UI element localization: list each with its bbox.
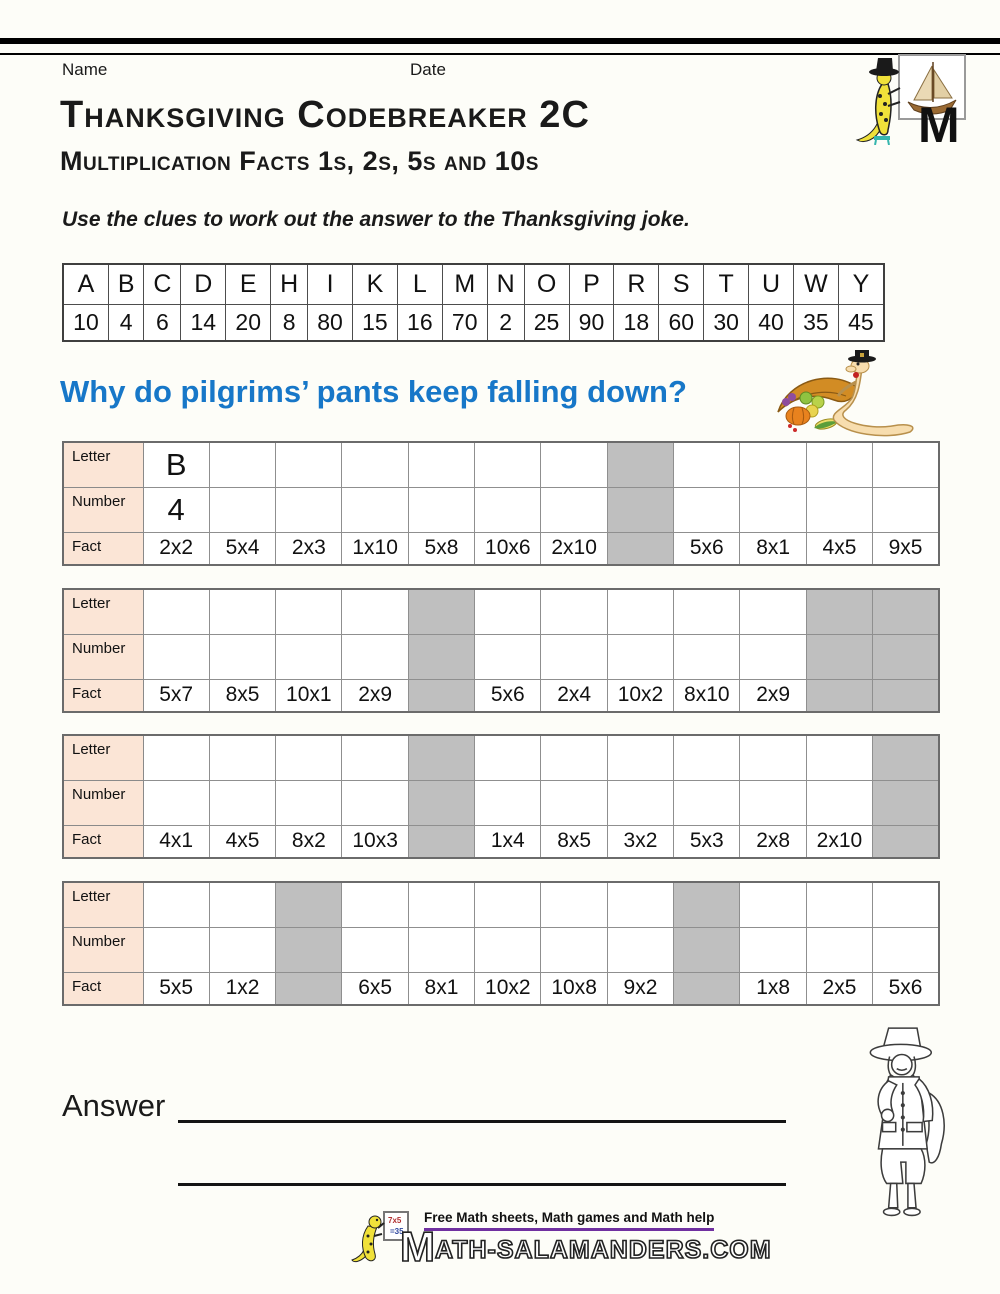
letter-cell (674, 735, 740, 780)
code-letter-cell: H (271, 264, 308, 305)
number-cell (209, 780, 275, 825)
fact-row (63, 532, 939, 565)
fact-cell: 1x4 (475, 825, 541, 858)
logo-letter-m: M (918, 97, 960, 145)
number-cell (541, 634, 607, 679)
letter-cell: B (143, 442, 209, 487)
number-row (63, 487, 939, 532)
number-cell (209, 927, 275, 972)
number-cell (342, 487, 408, 532)
number-cell (276, 487, 342, 532)
pocket (907, 1123, 922, 1132)
number-cell (143, 927, 209, 972)
shoe (904, 1208, 920, 1215)
puzzle-table-1 (62, 441, 940, 566)
code-number-cell: 6 (144, 305, 181, 342)
fact-cell: 5x6 (873, 972, 939, 1005)
code-number-cell: 10 (63, 305, 108, 342)
row-label-fact: Fact (63, 679, 143, 712)
number-row (63, 634, 939, 679)
fact-cell: 8x2 (276, 825, 342, 858)
number-cell (342, 927, 408, 972)
fact-cell (806, 679, 872, 712)
pumpkin (786, 407, 810, 425)
number-cell (806, 780, 872, 825)
fact-cell: 3x2 (607, 825, 673, 858)
letter-cell (342, 589, 408, 634)
number-cell (873, 634, 939, 679)
number-cell (408, 780, 474, 825)
row-label-letter: Letter (63, 882, 143, 927)
number-cell (674, 927, 740, 972)
letter-cell (740, 589, 806, 634)
number-cell: 4 (143, 487, 209, 532)
puzzle-table-4 (62, 881, 940, 1006)
fact-cell: 5x4 (209, 532, 275, 565)
pocket (883, 1123, 896, 1132)
letter-row (63, 735, 939, 780)
code-letter-cell: Y (838, 264, 884, 305)
name-label: Name (62, 60, 108, 79)
fact-cell: 5x6 (674, 532, 740, 565)
code-number-cell: 20 (226, 305, 271, 342)
number-cell (209, 487, 275, 532)
letter-cell (806, 442, 872, 487)
letter-code-table (62, 263, 885, 342)
row-label-number: Number (63, 487, 143, 532)
number-cell (276, 780, 342, 825)
number-cell (607, 927, 673, 972)
worksheet-subtitle: Multiplication Facts 1s, 2s, 5s and 10s (60, 146, 539, 176)
row-label-fact: Fact (63, 532, 143, 565)
letter-cell (475, 882, 541, 927)
row-label-fact: Fact (63, 972, 143, 1005)
fact-cell: 2x9 (740, 679, 806, 712)
code-letter-cell: S (659, 264, 704, 305)
fact-cell (607, 532, 673, 565)
code-number-cell: 25 (524, 305, 569, 342)
fact-cell: 8x5 (541, 825, 607, 858)
letter-cell (276, 735, 342, 780)
letter-cell (674, 589, 740, 634)
fact-cell (408, 825, 474, 858)
code-letter-cell: A (63, 264, 108, 305)
code-number-cell: 2 (487, 305, 524, 342)
number-cell (607, 634, 673, 679)
number-cell (276, 927, 342, 972)
fact-cell: 2x2 (143, 532, 209, 565)
number-cell (342, 780, 408, 825)
fact-cell: 2x4 (541, 679, 607, 712)
fact-cell: 8x10 (674, 679, 740, 712)
number-cell (740, 634, 806, 679)
fact-cell: 10x1 (276, 679, 342, 712)
hand (882, 1109, 894, 1121)
instruction-text: Use the clues to work out the answer to the Thanksgiving joke. (62, 208, 690, 231)
letter-cell (674, 882, 740, 927)
date-label: Date (410, 60, 446, 79)
code-number-cell: 15 (353, 305, 398, 342)
code-letter-cell: U (749, 264, 794, 305)
number-cell (408, 927, 474, 972)
letter-cell (541, 589, 607, 634)
code-number-cell: 30 (704, 305, 749, 342)
letter-cell (408, 589, 474, 634)
letter-cell (143, 589, 209, 634)
row-label-letter: Letter (63, 589, 143, 634)
number-cell (143, 780, 209, 825)
footer-tagline: Free Math sheets, Math games and Math help (424, 1210, 714, 1231)
fact-cell: 2x8 (740, 825, 806, 858)
cornucopia-salamander-image (772, 350, 924, 438)
board-fact: 7x5 (388, 1216, 402, 1225)
letter-cell (806, 735, 872, 780)
fact-cell: 5x7 (143, 679, 209, 712)
worksheet-title: Thanksgiving Codebreaker 2C (60, 94, 590, 136)
number-cell (475, 487, 541, 532)
fact-cell: 10x2 (607, 679, 673, 712)
letter-cell (873, 589, 939, 634)
letter-row (63, 882, 939, 927)
letter-cell (873, 882, 939, 927)
fact-cell: 8x1 (408, 972, 474, 1005)
math-salamanders-pilgrim-logo (852, 50, 976, 145)
number-cell (806, 927, 872, 972)
letter-cell (408, 735, 474, 780)
letter-cell (607, 442, 673, 487)
number-cell (408, 634, 474, 679)
code-numbers-row (63, 305, 884, 342)
breeches (881, 1149, 925, 1184)
fact-cell: 10x2 (475, 972, 541, 1005)
number-cell (873, 780, 939, 825)
letter-cell (143, 882, 209, 927)
pilgrim-line-drawing (848, 1022, 980, 1220)
number-cell (276, 634, 342, 679)
letter-cell (541, 735, 607, 780)
code-number-cell: 16 (397, 305, 442, 342)
letter-cell (209, 589, 275, 634)
fact-cell: 1x10 (342, 532, 408, 565)
answer-line (178, 1120, 786, 1123)
code-letter-cell: B (108, 264, 144, 305)
letter-cell (806, 589, 872, 634)
fact-cell: 4x1 (143, 825, 209, 858)
code-letter-cell: L (397, 264, 442, 305)
number-cell (674, 634, 740, 679)
letter-cell (541, 882, 607, 927)
number-cell (674, 487, 740, 532)
number-row (63, 927, 939, 972)
letter-cell (607, 735, 673, 780)
salamander-body (876, 84, 891, 135)
number-cell (740, 927, 806, 972)
fact-cell: 10x3 (342, 825, 408, 858)
fact-cell: 1x8 (740, 972, 806, 1005)
code-letter-cell: W (793, 264, 838, 305)
fact-cell: 8x1 (740, 532, 806, 565)
site-wordmark (400, 1223, 772, 1270)
code-number-cell: 4 (108, 305, 144, 342)
letter-cell (143, 735, 209, 780)
code-number-cell: 90 (569, 305, 614, 342)
stool (874, 136, 890, 140)
letter-cell (408, 882, 474, 927)
number-cell (541, 780, 607, 825)
fact-cell: 9x2 (607, 972, 673, 1005)
number-cell (143, 634, 209, 679)
fact-cell (873, 825, 939, 858)
top-divider-rule (0, 38, 1000, 55)
number-cell (806, 634, 872, 679)
number-cell (740, 487, 806, 532)
letter-cell (209, 735, 275, 780)
fact-cell: 1x2 (209, 972, 275, 1005)
stockings (889, 1183, 916, 1207)
wordmark-rest: ATH-SALAMANDERS.COM (435, 1235, 772, 1264)
letter-cell (674, 442, 740, 487)
fact-cell: 2x10 (806, 825, 872, 858)
puzzle-table-2 (62, 588, 940, 713)
code-letter-cell: C (144, 264, 181, 305)
number-cell (873, 487, 939, 532)
number-cell (607, 487, 673, 532)
number-cell (475, 780, 541, 825)
code-letter-cell: M (442, 264, 487, 305)
number-cell (806, 487, 872, 532)
letter-row (63, 442, 939, 487)
fact-cell: 2x10 (541, 532, 607, 565)
code-letter-cell: I (308, 264, 353, 305)
code-letter-cell: O (524, 264, 569, 305)
answer-label: Answer (62, 1088, 166, 1123)
wordmark-initial: M (400, 1223, 435, 1270)
code-number-cell: 14 (181, 305, 226, 342)
shoe (884, 1208, 900, 1215)
code-number-cell: 8 (271, 305, 308, 342)
code-letter-cell: N (487, 264, 524, 305)
fact-cell: 2x9 (342, 679, 408, 712)
letter-cell (475, 442, 541, 487)
letter-cell (408, 442, 474, 487)
code-letters-row (63, 264, 884, 305)
fact-cell: 9x5 (873, 532, 939, 565)
letter-cell (342, 442, 408, 487)
code-number-cell: 60 (659, 305, 704, 342)
code-number-cell: 70 (442, 305, 487, 342)
fact-cell (674, 972, 740, 1005)
fact-cell (408, 679, 474, 712)
letter-cell (342, 735, 408, 780)
number-cell (541, 927, 607, 972)
row-label-number: Number (63, 780, 143, 825)
number-cell (674, 780, 740, 825)
letter-cell (541, 442, 607, 487)
footer-branding (350, 1210, 772, 1270)
fact-cell: 5x8 (408, 532, 474, 565)
fact-row (63, 972, 939, 1005)
fact-cell: 4x5 (806, 532, 872, 565)
number-cell (209, 634, 275, 679)
letter-cell (475, 589, 541, 634)
row-label-fact: Fact (63, 825, 143, 858)
head (892, 1054, 912, 1074)
letter-cell (209, 442, 275, 487)
fact-cell: 8x5 (209, 679, 275, 712)
pilgrim-hat-crown (876, 58, 893, 71)
fact-cell (873, 679, 939, 712)
letter-cell (740, 442, 806, 487)
fact-cell (276, 972, 342, 1005)
letter-cell (806, 882, 872, 927)
letter-cell (276, 589, 342, 634)
puzzle-table-3 (62, 734, 940, 859)
letter-cell (607, 882, 673, 927)
number-cell (408, 487, 474, 532)
fact-cell: 5x6 (475, 679, 541, 712)
letter-cell (607, 589, 673, 634)
number-cell (740, 780, 806, 825)
wattle (853, 372, 859, 378)
code-letter-cell: T (704, 264, 749, 305)
code-letter-cell: P (569, 264, 614, 305)
letter-cell (209, 882, 275, 927)
fact-cell: 2x3 (276, 532, 342, 565)
letter-cell (342, 882, 408, 927)
fact-cell: 10x8 (541, 972, 607, 1005)
number-cell (342, 634, 408, 679)
code-letter-cell: D (181, 264, 226, 305)
fact-cell: 2x5 (806, 972, 872, 1005)
number-cell (541, 487, 607, 532)
joke-question: Why do pilgrims’ pants keep falling down? (60, 374, 687, 409)
code-number-cell: 35 (793, 305, 838, 342)
letter-cell (740, 882, 806, 927)
code-number-cell: 45 (838, 305, 884, 342)
letter-cell (276, 442, 342, 487)
letter-cell (740, 735, 806, 780)
fact-cell: 5x3 (674, 825, 740, 858)
number-cell (607, 780, 673, 825)
number-cell (873, 927, 939, 972)
code-number-cell: 80 (308, 305, 353, 342)
code-number-cell: 40 (749, 305, 794, 342)
code-letter-cell: R (614, 264, 659, 305)
row-label-letter: Letter (63, 442, 143, 487)
letter-cell (276, 882, 342, 927)
number-row (63, 780, 939, 825)
letter-cell (873, 442, 939, 487)
letter-cell (873, 735, 939, 780)
code-number-cell: 18 (614, 305, 659, 342)
board-answer: =35 (390, 1227, 404, 1236)
row-label-number: Number (63, 634, 143, 679)
number-cell (475, 634, 541, 679)
number-cell (475, 927, 541, 972)
fact-cell: 5x5 (143, 972, 209, 1005)
letter-cell (475, 735, 541, 780)
fact-cell: 4x5 (209, 825, 275, 858)
fact-row (63, 825, 939, 858)
fact-row (63, 679, 939, 712)
code-letter-cell: E (226, 264, 271, 305)
answer-line (178, 1183, 786, 1186)
fact-cell: 10x6 (475, 532, 541, 565)
fact-cell: 6x5 (342, 972, 408, 1005)
code-letter-cell: K (353, 264, 398, 305)
letter-row (63, 589, 939, 634)
row-label-letter: Letter (63, 735, 143, 780)
row-label-number: Number (63, 927, 143, 972)
